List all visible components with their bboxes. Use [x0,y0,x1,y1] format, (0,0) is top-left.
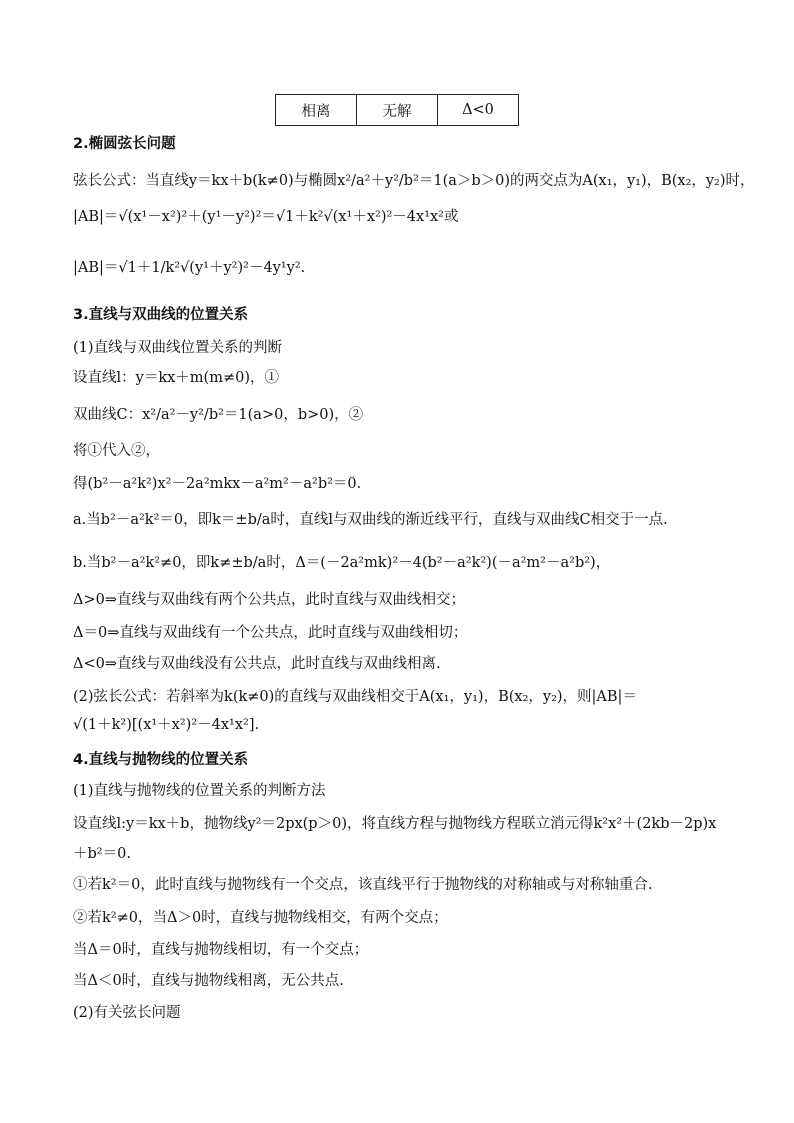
text-line: Δ>0⇒直线与双曲线有两个公共点，此时直线与双曲线相交； [73,592,465,608]
table-cell: 无解 [357,95,438,126]
text-line: ②若k²≠0，当Δ＞0时，直线与抛物线相交，有两个交点； [73,910,448,926]
table-cell: 相离 [276,95,357,126]
text-line: 设直线l：y＝kx＋m(m≠0)，① [73,370,279,386]
section-heading: 4.直线与抛物线的位置关系 [73,752,249,768]
text-line: 当Δ＜0时，直线与抛物线相离，无公共点. [73,973,344,989]
text-line: 得(b²－a²k²)x²－2a²mkx－a²m²－a²b²＝0. [73,476,362,492]
text-line: |AB|＝√1＋1/k²√(y¹＋y²)²－4y¹y². [73,260,306,276]
text-line: ＋b²＝0. [73,846,131,862]
text-line: ①若k²＝0，此时直线与抛物线有一个交点，该直线平行于抛物线的对称轴或与对称轴重合. [73,877,653,893]
text-line: Δ<0⇒直线与双曲线没有公共点，此时直线与双曲线相离. [73,656,441,672]
summary-table [275,94,519,126]
text-line: 设直线l:y＝kx＋b，抛物线y²＝2px(p＞0)，将直线方程与抛物线方程联立消元得k²x²＋(2kb－2p)x [73,816,717,832]
text-line: (2)有关弦长问题 [73,1005,181,1021]
text-line: Δ＝0⇒直线与双曲线有一个公共点，此时直线与双曲线相切； [73,625,468,641]
text-line: √(1＋k²)[(x¹＋x²)²－4x¹x²]. [73,717,260,733]
table-row [276,95,519,126]
text-line: 当Δ＝0时，直线与抛物线相切，有一个交点； [73,942,369,958]
text-line: (2)弦长公式：若斜率为k(k≠0)的直线与双曲线相交于A(x₁，y₁)，B(x₂，y₂)，则|AB|＝ [73,689,637,705]
text-line: |AB|＝√(x¹－x²)²＋(y¹－y²)²＝√1＋k²√(x¹＋x²)²－4x¹x²或 [73,209,459,225]
text-line: (1)直线与双曲线位置关系的判断 [73,340,283,356]
section-heading: 2.椭圆弦长问题 [73,136,176,152]
text-line: 将①代入②， [73,443,160,459]
text-line: a.当b²－a²k²＝0，即k＝±b/a时，直线l与双曲线的渐近线平行，直线与双曲线C相交于一点. [73,512,668,528]
text-line: 双曲线C：x²/a²－y²/b²＝1(a>0，b>0)，② [73,407,364,423]
text-line: b.当b²－a²k²≠0，即k≠±b/a时，Δ＝(－2a²mk)²－4(b²－a²k²)(－a²m²－a²b²)， [73,555,611,571]
text-line: 弦长公式：当直线y＝kx＋b(k≠0)与椭圆x²/a²＋y²/b²＝1(a＞b＞0)的两交点为A(x₁，y₁)，B(x₂，y₂)时， [73,173,755,189]
section-heading: 3.直线与双曲线的位置关系 [73,307,249,323]
table-cell: Δ<0 [438,95,519,126]
text-line: (1)直线与抛物线的位置关系的判断方法 [73,783,326,799]
